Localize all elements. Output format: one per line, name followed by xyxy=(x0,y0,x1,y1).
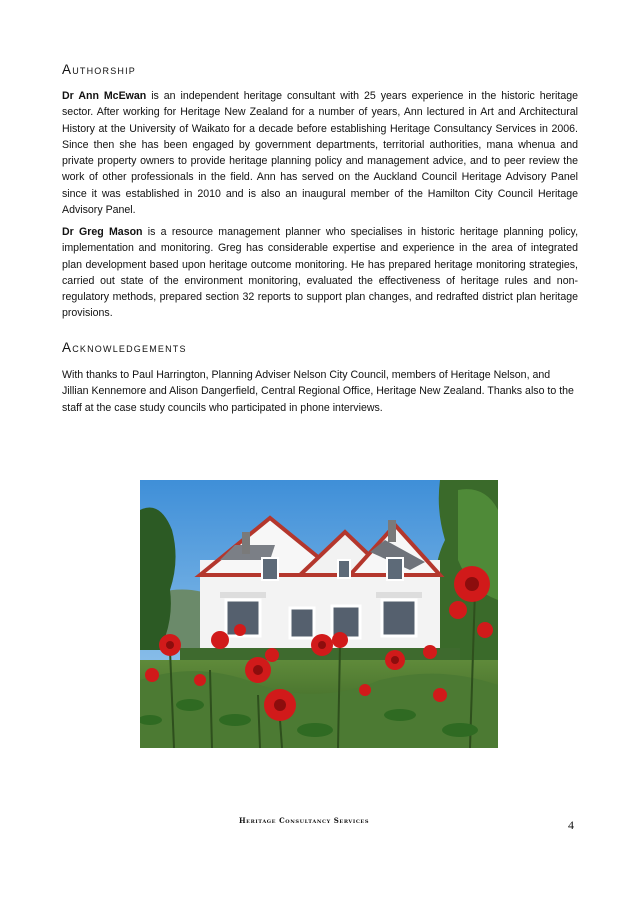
heritage-house-photo xyxy=(140,480,498,748)
footer-publisher-name: Heritage Consultancy Services xyxy=(238,816,370,825)
authorship-heading: Authorship xyxy=(62,62,137,77)
mason-bio-text: is a resource management planner who specialises in historic heritage planning policy, implementation and monitoring. Greg has considerable expertise and experience in the area of integrated plan development based upon heritage outcome monitoring. He has prepared heritage monitoring strategies, carried out state of the environment monitoring, evaluated the effectiveness of heritage rules and non-regulatory methods, prepared section 32 reports to support plan changes, and redrafted district plan heritage provisions. xyxy=(62,226,579,320)
page-number: 4 xyxy=(568,818,574,832)
mason-name: Dr Greg Mason xyxy=(62,226,143,238)
mcewan-bio-text: is an independent heritage consultant with 25 years experience in the historic heritage sector. After working for Heritage New Zealand for a number of years, Ann lectured in Art and Architectural History at the University of Waikato for a decade before establishing Heritage Consultancy Services in 2006. Since then she has been engaged by government departments, territorial authorities, mana whenua and private property owners to provide heritage planning policy and management advice, and to peer review the work of other professionals in the field. Ann has served on the Auckland Council Heritage Advisory Panel since it was established in 2010 and is also an inaugural member of the Hamilton City Council Heritage Advisory Panel. xyxy=(62,90,578,217)
mcewan-bio xyxy=(62,88,578,218)
acknowledgements-heading: Acknowledgements xyxy=(62,340,187,355)
acknowledgements-text: With thanks to Paul Harrington, Planning Adviser Nelson City Council, members of Heritage Nelson, and Jillian Kennemore and Alison Dangerfield, Central Regional Office, Heritage New Zealand. Thanks also to the staff at the case study councils who participated in phone interviews. xyxy=(62,369,574,414)
mcewan-name: Dr Ann McEwan xyxy=(62,90,147,102)
mason-bio xyxy=(62,224,578,322)
